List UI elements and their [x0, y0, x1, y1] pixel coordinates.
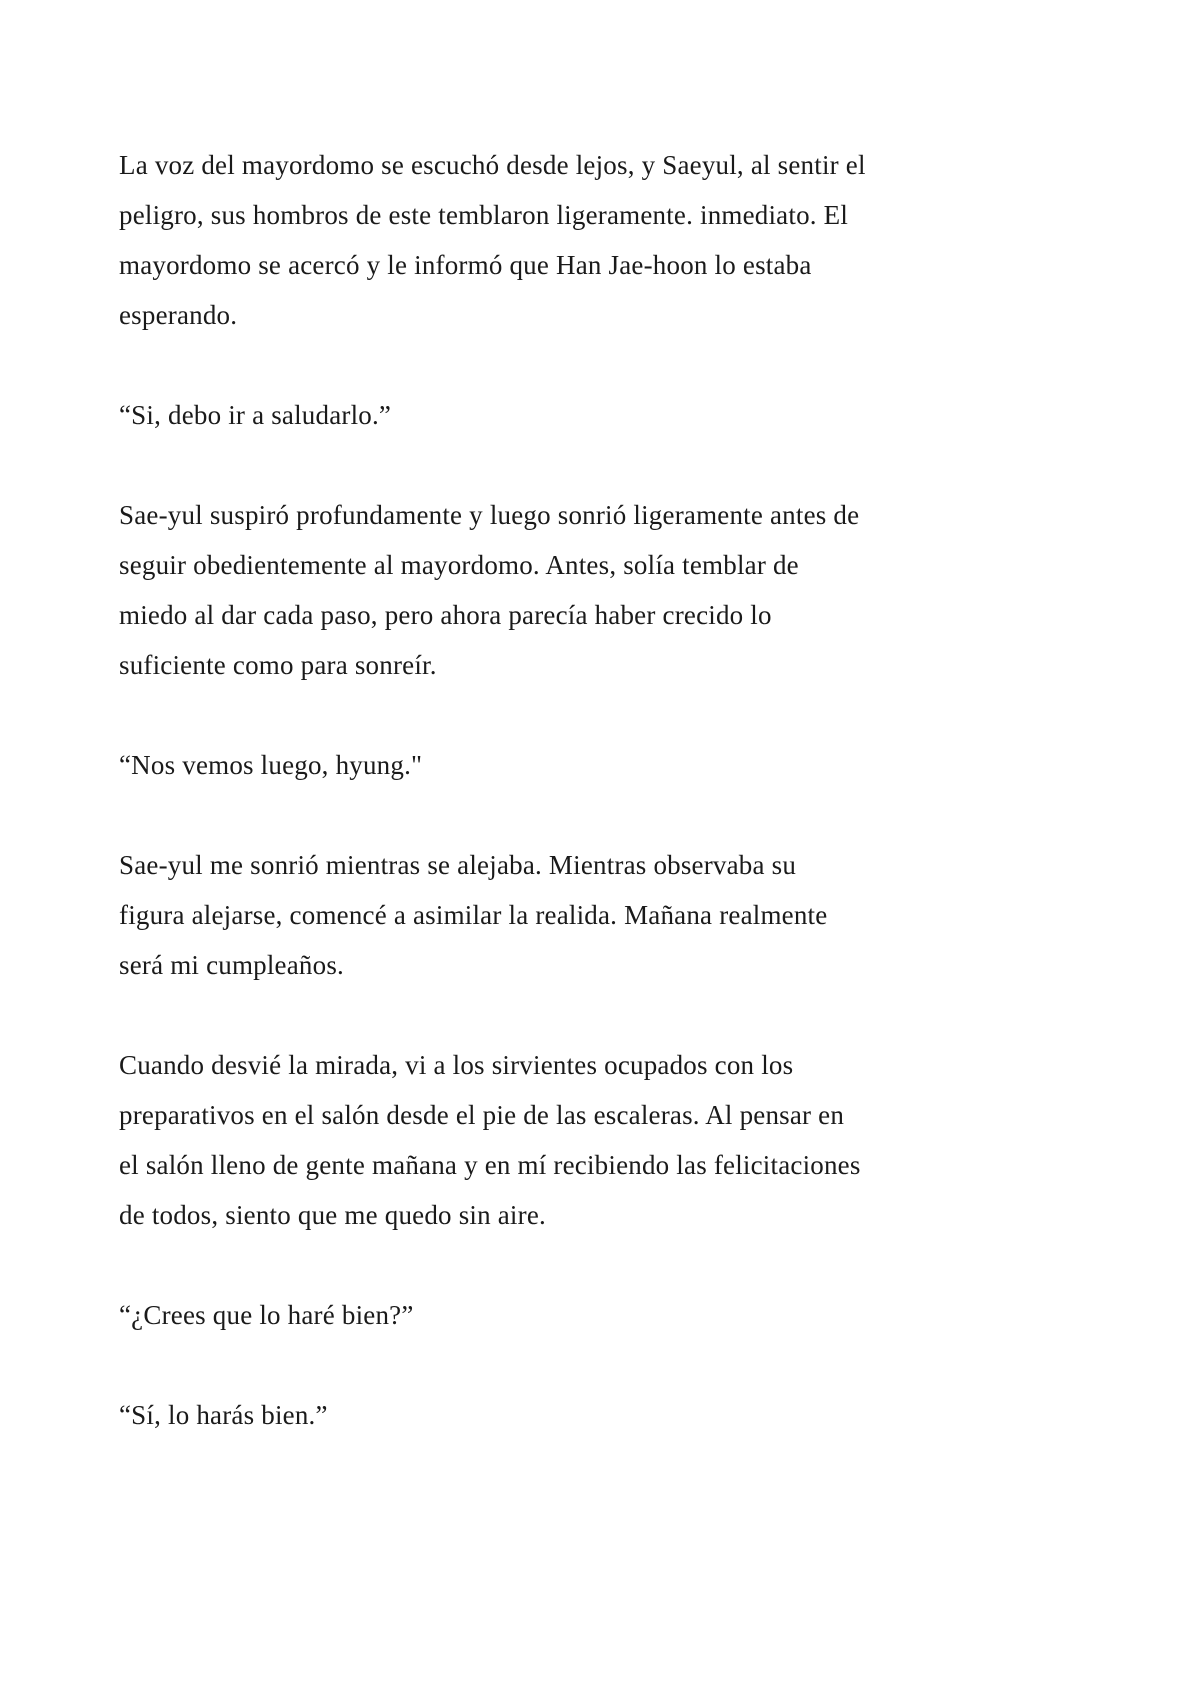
document-body [119, 140, 1079, 1490]
text-line: “Sí, lo harás bien.” [119, 1400, 328, 1430]
text-line: Sae-yul suspiró profundamente y luego sonrió ligeramente antes de [119, 500, 860, 530]
text-line: figura alejarse, comencé a asimilar la realida. Mañana realmente [119, 900, 828, 930]
text-line: suficiente como para sonreír. [119, 650, 437, 680]
text-line: será mi cumpleaños. [119, 950, 344, 980]
paragraph-narration [119, 840, 1079, 990]
text-line: miedo al dar cada paso, pero ahora parecía haber crecido lo [119, 600, 772, 630]
text-line: de todos, siento que me quedo sin aire. [119, 1200, 546, 1230]
paragraph-dialogue [119, 740, 1079, 790]
paragraph-narration [119, 1040, 1079, 1240]
text-line: Cuando desvié la mirada, vi a los sirvientes ocupados con los [119, 1050, 794, 1080]
text-line: La voz del mayordomo se escuchó desde lejos, y Saeyul, al sentir el [119, 150, 866, 180]
text-line: seguir obedientemente al mayordomo. Antes, solía temblar de [119, 550, 799, 580]
text-line: “Si, debo ir a saludarlo.” [119, 400, 392, 430]
paragraph-narration [119, 140, 1079, 340]
paragraph-dialogue [119, 1390, 1079, 1440]
paragraph-dialogue [119, 1290, 1079, 1340]
paragraph-dialogue [119, 390, 1079, 440]
text-line: “Nos vemos luego, hyung." [119, 750, 423, 780]
text-line: el salón lleno de gente mañana y en mí recibiendo las felicitaciones [119, 1150, 861, 1180]
text-line: esperando. [119, 300, 238, 330]
text-line: preparativos en el salón desde el pie de las escaleras. Al pensar en [119, 1100, 845, 1130]
text-line: “¿Crees que lo haré bien?” [119, 1300, 414, 1330]
text-line: Sae-yul me sonrió mientras se alejaba. Mientras observaba su [119, 850, 797, 880]
text-line: peligro, sus hombros de este temblaron ligeramente. inmediato. El [119, 200, 849, 230]
text-line: mayordomo se acercó y le informó que Han Jae-hoon lo estaba [119, 250, 812, 280]
paragraph-narration [119, 490, 1079, 690]
